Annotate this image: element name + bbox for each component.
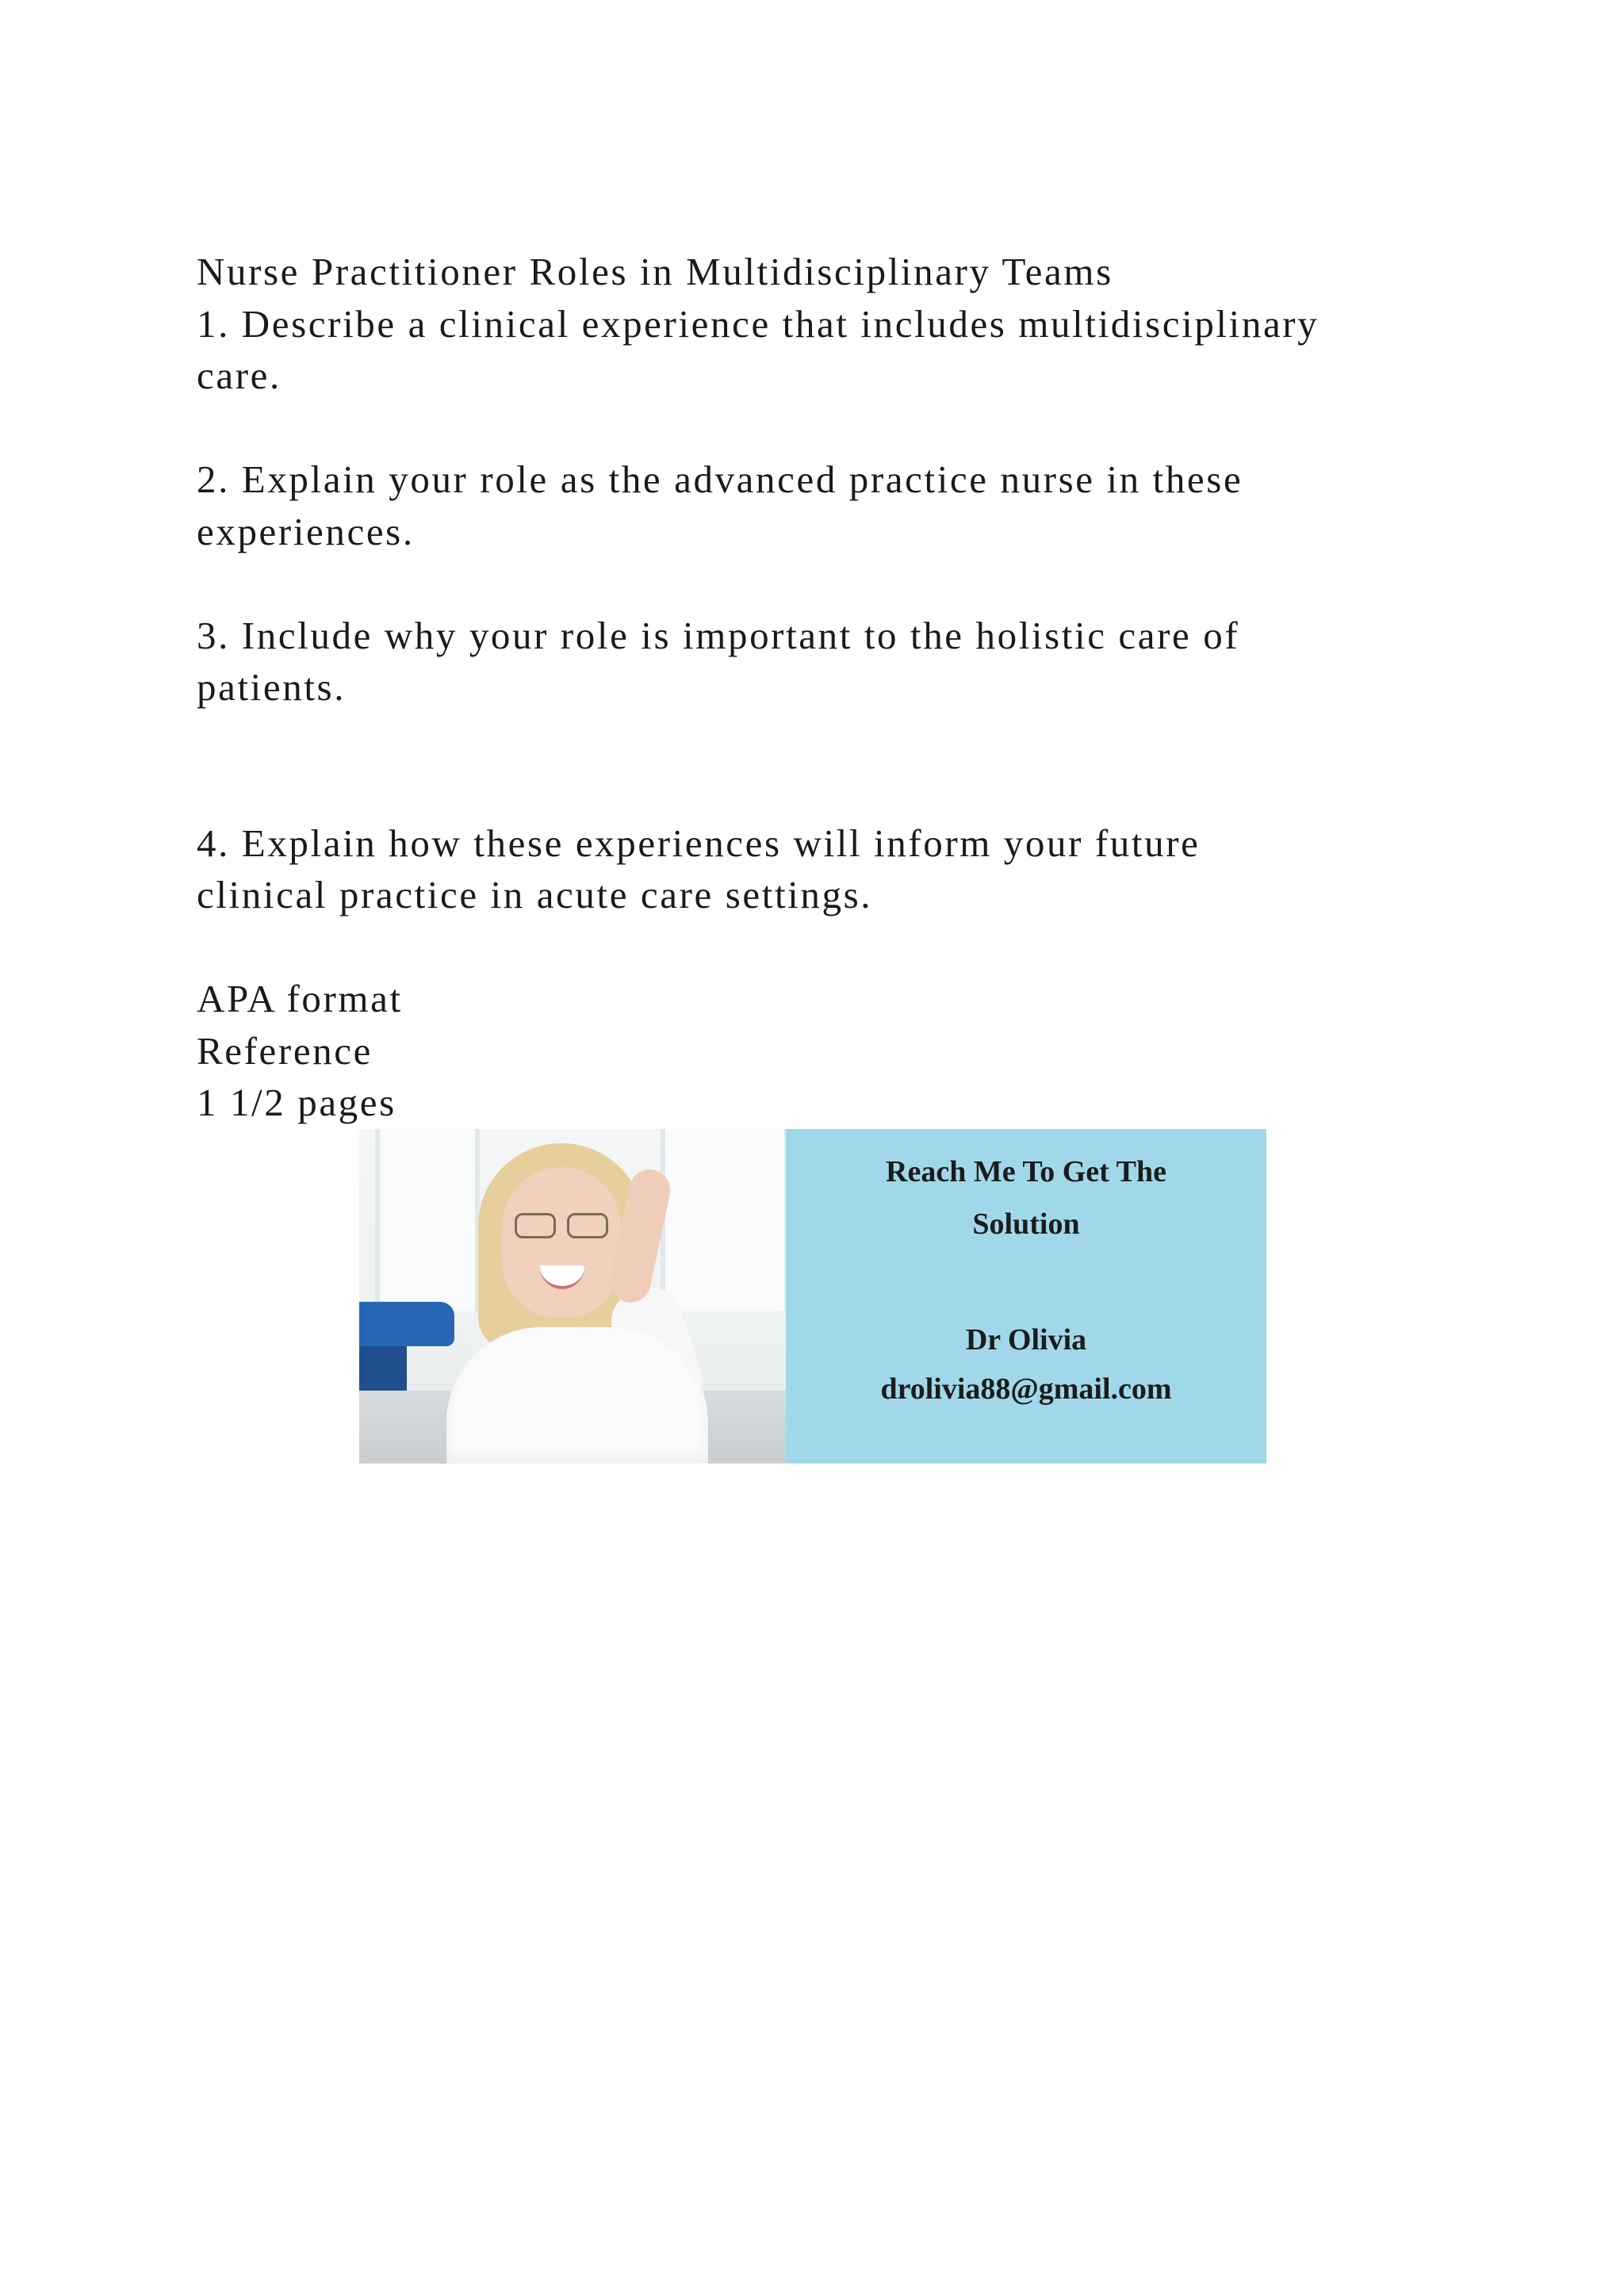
question-4-line-1: 4. Explain how these experiences will inform your future bbox=[197, 821, 1201, 865]
question-1-line-1: 1. Describe a clinical experience that includes multidisciplinary bbox=[197, 301, 1320, 346]
document-title: Nurse Practitioner Roles in Multidisciplinary Teams bbox=[197, 250, 1113, 293]
question-2-line-1: 2. Explain your role as the advanced practice nurse in these bbox=[197, 457, 1243, 501]
blue-chair bbox=[359, 1302, 454, 1346]
requirement-reference: Reference bbox=[197, 1028, 373, 1073]
spacer bbox=[197, 557, 1465, 610]
white-blouse bbox=[446, 1327, 708, 1464]
banner-headline-2: Solution bbox=[972, 1207, 1080, 1241]
banner-headline: Reach Me To Get The bbox=[886, 1155, 1166, 1188]
background-window bbox=[375, 1129, 480, 1311]
contact-email[interactable]: drolivia88@gmail.com bbox=[880, 1372, 1172, 1406]
spacer bbox=[197, 402, 1465, 454]
question-1-line-2: care. bbox=[197, 354, 282, 397]
contact-panel bbox=[786, 1129, 1266, 1464]
contact-banner bbox=[359, 1129, 1266, 1464]
question-4-line-2: clinical practice in acute care settings. bbox=[197, 873, 873, 916]
question-3-line-2: patients. bbox=[197, 665, 347, 709]
spacer bbox=[197, 714, 1465, 817]
blue-chair-base bbox=[359, 1346, 407, 1394]
face bbox=[502, 1167, 621, 1318]
woman-photo bbox=[359, 1129, 786, 1464]
question-3-line-1: 3. Include why your role is important to the holistic care of bbox=[197, 613, 1240, 657]
assignment-text bbox=[197, 246, 1465, 1129]
spacer bbox=[197, 921, 1465, 974]
requirement-format: APA format bbox=[197, 977, 403, 1020]
background-window bbox=[661, 1129, 786, 1311]
contact-name: Dr Olivia bbox=[965, 1323, 1087, 1357]
glasses-icon bbox=[515, 1213, 608, 1237]
requirement-length: 1 1/2 pages bbox=[197, 1081, 396, 1124]
question-2-line-2: experiences. bbox=[197, 509, 415, 553]
